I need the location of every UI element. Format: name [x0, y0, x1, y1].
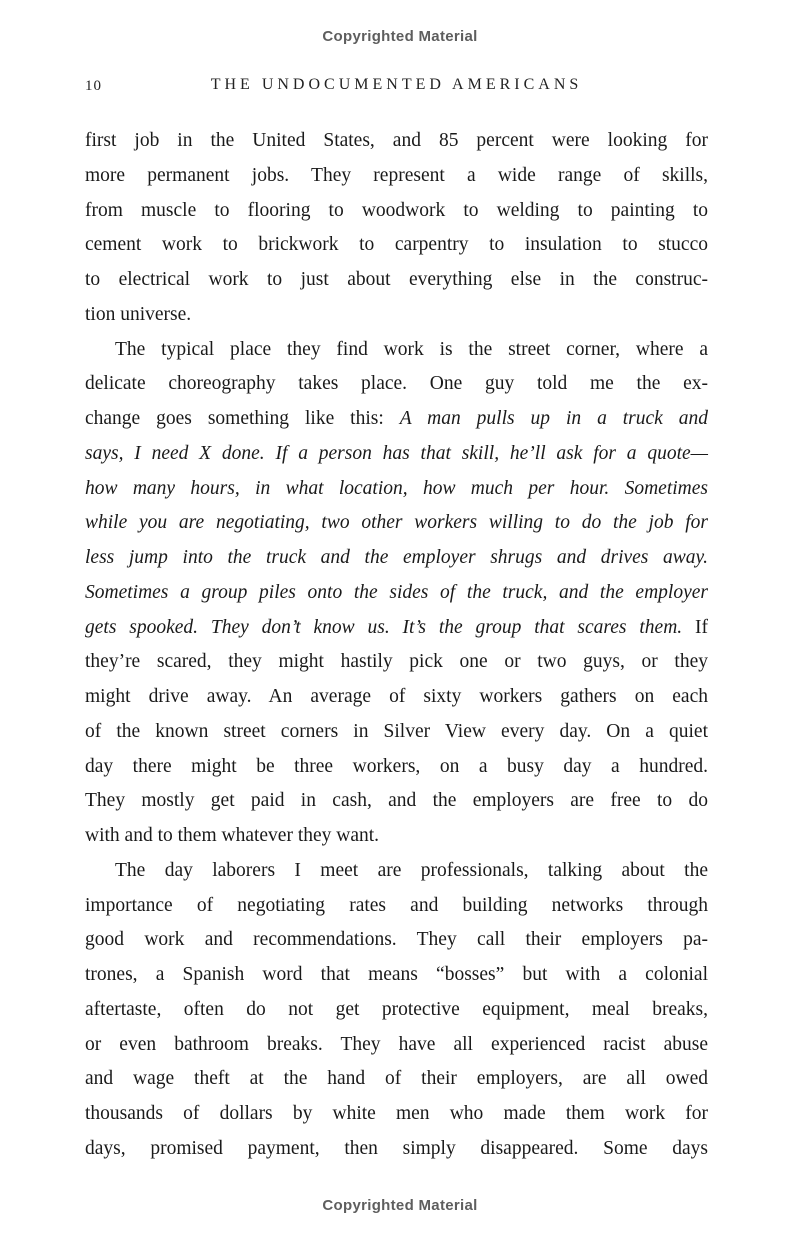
text-line: good work and recommendations. They call their employers pa-: [85, 929, 708, 951]
text-line: more permanent jobs. They represent a wide range of skills,: [85, 164, 708, 186]
text-line: with and to them whatever they want.: [85, 825, 380, 846]
text-line: first job in the United States, and 85 percent were looking for: [85, 130, 708, 151]
text-line: and wage theft at the hand of their employers, are all owed: [85, 1068, 708, 1090]
text-line: trones, a Spanish word that means “bosses” but with a colonial: [85, 964, 708, 985]
page-number: 10: [85, 78, 102, 94]
text-line: aftertaste, often do not get protective equipment, meal breaks,: [85, 998, 708, 1020]
text-line: importance of negotiating rates and building networks through: [85, 894, 708, 916]
text-line: or even bathroom breaks. They have all experienced racist abuse: [85, 1033, 708, 1055]
text-line: while you are negotiating, two other workers willing to do the job for: [85, 512, 708, 534]
text-line: Sometimes a group piles onto the sides of the truck, and the employer: [85, 581, 708, 603]
text-line: they’re scared, they might hastily pick one or two guys, or they: [85, 651, 708, 673]
text-line: less jump into the truck and the employer shrugs and drives away.: [85, 547, 708, 568]
text-line: They mostly get paid in cash, and the employers are free to do: [85, 790, 708, 812]
running-header: [85, 76, 708, 96]
text-line: cement work to brickwork to carpentry to insulation to stucco: [85, 234, 708, 256]
text-line: day there might be three workers, on a busy day a hundred.: [85, 755, 708, 777]
running-title: THE UNDOCUMENTED AMERICANS: [210, 76, 583, 93]
copyright-notice-bottom: Copyrighted Material: [322, 1197, 478, 1214]
text-line: thousands of dollars by white men who made them work for: [85, 1103, 708, 1124]
text-line: The day laborers I meet are professionals, talking about the: [115, 859, 708, 881]
text-line: of the known street corners in Silver View every day. On a quiet: [85, 720, 708, 742]
text-line: change goes something like this: A man pulls up in a truck and: [85, 408, 708, 429]
text-line: The typical place they find work is the street corner, where a: [115, 338, 708, 360]
text-line: delicate choreography takes place. One guy told me the ex-: [85, 373, 708, 395]
copyright-notice-top: Copyrighted Material: [322, 28, 478, 45]
text-line: says, I need X done. If a person has that skill, he’ll ask for a quote—: [85, 442, 708, 464]
text-line: days, promised payment, then simply disappeared. Some days: [85, 1137, 708, 1159]
text-line: gets spooked. They don’t know us. It’s the group that scares them. If: [85, 616, 708, 638]
text-line: tion universe.: [85, 303, 192, 325]
text-line: to electrical work to just about everything else in the construc-: [85, 269, 708, 290]
text-line: might drive away. An average of sixty workers gathers on each: [85, 686, 708, 707]
text-line: how many hours, in what location, how much per hour. Sometimes: [85, 477, 708, 499]
body-text: [85, 124, 708, 1167]
text-line: from muscle to flooring to woodwork to welding to painting to: [85, 199, 708, 221]
